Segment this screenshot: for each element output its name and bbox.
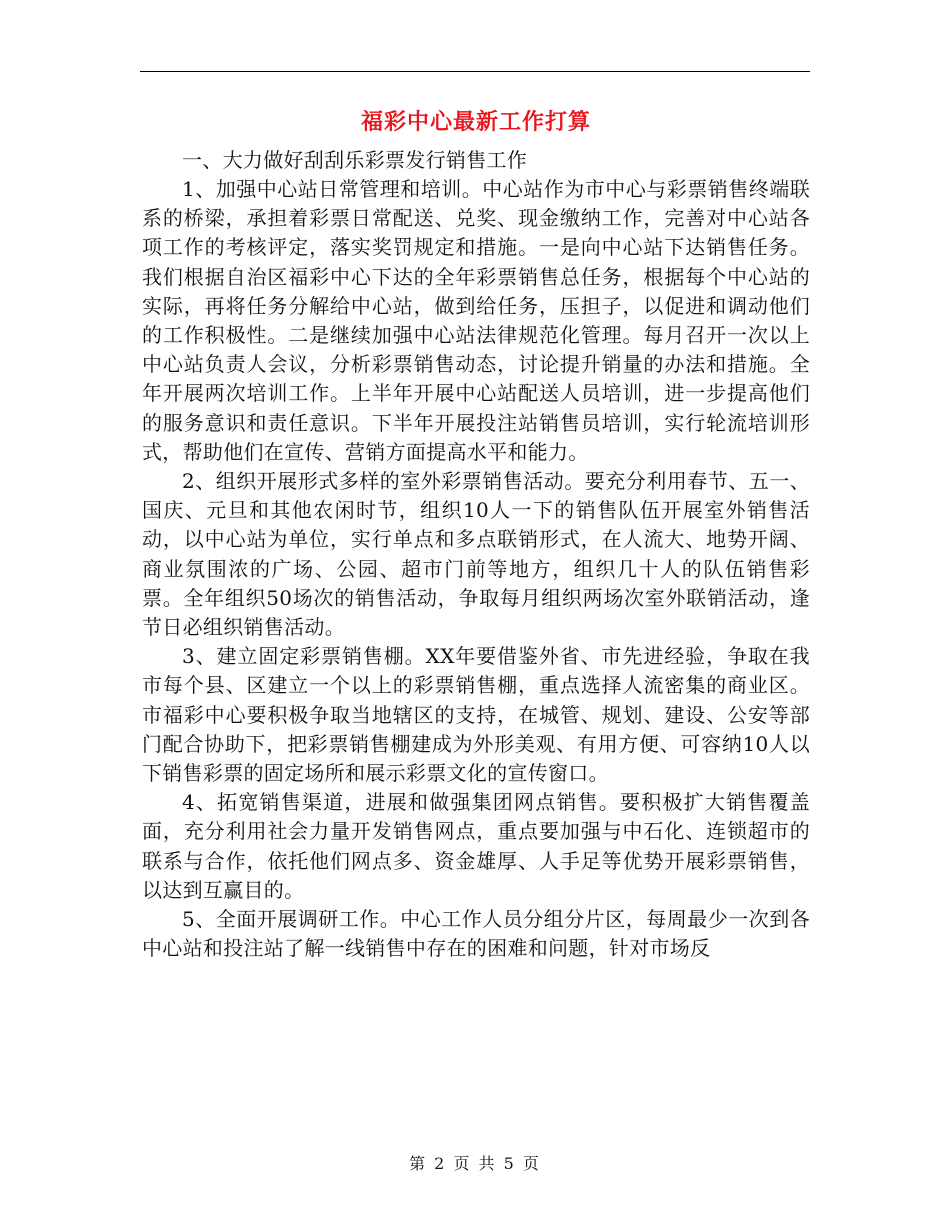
paragraph-3: 3、建立固定彩票销售棚。XX年要借鉴外省、市先进经验，争取在我市每个县、区建立一个以上的彩票销售棚，重点选择人流密集的商业区。市福彩中心要积极争取当地辖区的支持，在城管、规划、建设、公安等部门配合协助下，把彩票销售棚建成为外形美观、有用方便、可容纳10人以下销售彩票的固定场所和展示彩票文化的宣传窗口。	[142, 644, 810, 786]
paragraph-2: 2、组织开展形式多样的室外彩票销售活动。要充分利用春节、五一、国庆、元旦和其他农闲时节，组织10人一下的销售队伍开展室外销售活动，以中心站为单位，实行单点和多点联销形式，在人流大、地势开阔、商业氛围浓的广场、公园、超市门前等地方，组织几十人的队伍销售彩票。全年组织50场次的销售活动，争取每月组织两场次室外联销活动，逢节日必组织销售活动。	[142, 469, 810, 640]
section-heading: 一、大力做好刮刮乐彩票发行销售工作	[182, 148, 528, 172]
paragraph-1: 1、加强中心站日常管理和培训。中心站作为市中心与彩票销售终端联系的桥梁，承担着彩票日常配送、兑奖、现金缴纳工作，完善对中心站各项工作的考核评定，落实奖罚规定和措施。一是向中心站下达销售任务。我们根据自治区福彩中心下达的全年彩票销售总任务，根据每个中心站的实际，再将任务分解给中心站，做到给任务，压担子，以促进和调动他们的工作积极性。二是继续加强中心站法律规范化管理。每月召开一次以上中心站负责人会议，分析彩票销售动态，讨论提升销量的办法和措施。全年开展两次培训工作。上半年开展中心站配送人员培训，进一步提高他们的服务意识和责任意识。下半年开展投注站销售员培训，实行轮流培训形式，帮助他们在宣传、营销方面提高水平和能力。	[142, 177, 810, 464]
page-number-footer: 第 2 页 共 5 页	[409, 1154, 541, 1173]
document-title: 福彩中心最新工作打算	[360, 109, 591, 135]
paragraph-4: 4、拓宽销售渠道，进展和做强集团网点销售。要积极扩大销售覆盖面，充分利用社会力量开发销售网点，重点要加强与中石化、连锁超市的联系与合作，依托他们网点多、资金雄厚、人手足等优势开展彩票销售，以达到互赢目的。	[142, 790, 810, 902]
document-body	[142, 104, 810, 963]
paragraph-5: 5、全面开展调研工作。中心工作人员分组分片区，每周最少一次到各中心站和投注站了解一线销售中存在的困难和问题，针对市场反	[142, 907, 810, 961]
header-rule	[140, 71, 810, 72]
